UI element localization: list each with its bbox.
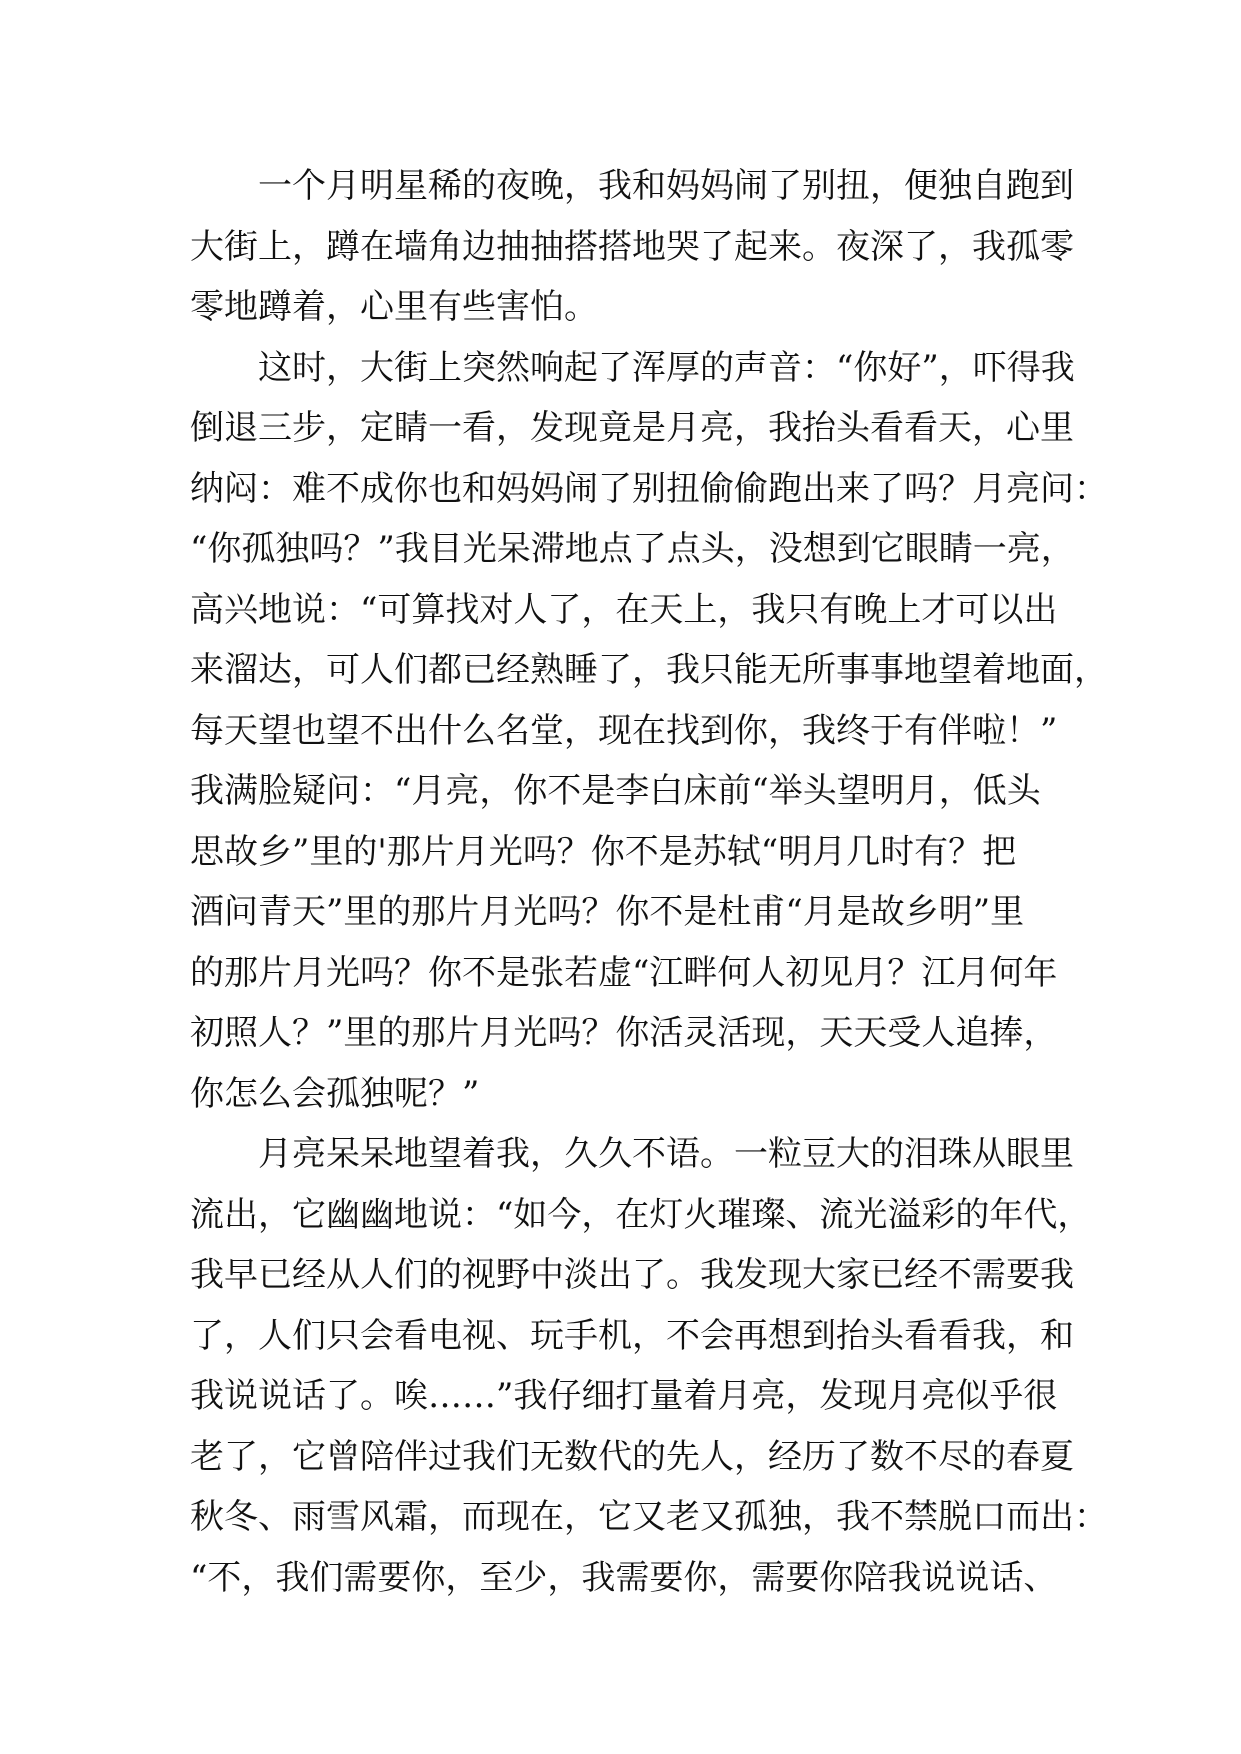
paragraph-line: 月亮呆呆地望着我，久久不语。一粒豆大的泪珠从眼里 bbox=[258, 1134, 1074, 1174]
paragraph-line: 这时，大街上突然响起了浑厚的声音：“你好”，吓得我 bbox=[258, 347, 1075, 388]
paragraph-line: 高兴地说：“可算找对人了，在天上，我只有晚上才可以出 bbox=[190, 589, 1058, 630]
paragraph-line: 酒问青天”里的那片月光吗？你不是杜甫“月是故乡明”里 bbox=[190, 892, 1025, 932]
paragraph-line: 零地蹲着，心里有些害怕。 bbox=[190, 287, 598, 327]
paragraph-line: 纳闷：难不成你也和妈妈闹了别扭偷偷跑出来了吗？月亮问： bbox=[190, 468, 1108, 509]
paragraph-line: 了，人们只会看电视、玩手机，不会再想到抬头看看我，和 bbox=[190, 1315, 1074, 1356]
essay-body bbox=[190, 156, 1108, 1608]
paragraph-line: 初照人？”里的那片月光吗？你活灵活现，天天受人追捧， bbox=[190, 1013, 1058, 1053]
paragraph-line: “你孤独吗？”我目光呆滞地点了点头，没想到它眼睛一亮， bbox=[190, 529, 1075, 569]
paragraph-line: 一个月明星稀的夜晚，我和妈妈闹了别扭，便独自跑到 bbox=[258, 166, 1074, 206]
paragraph-line: 我说说话了。唉……”我仔细打量着月亮，发现月亮似乎很 bbox=[190, 1376, 1058, 1416]
paragraph-line: 每天望也望不出什么名堂，现在找到你，我终于有伴啦！” bbox=[190, 710, 1058, 751]
paragraph-line: 你怎么会孤独呢？” bbox=[190, 1073, 480, 1114]
paragraph-line: 我满脸疑问：“月亮，你不是李白床前“举头望明月，低头 bbox=[190, 771, 1041, 811]
paragraph-line: 流出，它幽幽地说：“如今，在灯火璀璨、流光溢彩的年代， bbox=[190, 1194, 1092, 1235]
paragraph-line: “不，我们需要你，至少，我需要你，需要你陪我说说话、 bbox=[190, 1557, 1058, 1598]
paragraph-line: 老了，它曾陪伴过我们无数代的先人，经历了数不尽的春夏 bbox=[190, 1436, 1074, 1477]
paragraph-line: 的那片月光吗？你不是张若虚“江畔何人初见月？江月何年 bbox=[190, 952, 1058, 993]
paragraph-line: 来溜达，可人们都已经熟睡了，我只能无所事事地望着地面， bbox=[190, 650, 1108, 690]
paragraph-line: 倒退三步，定睛一看，发现竟是月亮，我抬头看看天，心里 bbox=[190, 408, 1074, 448]
paragraph-line: 秋冬、雨雪风霜，而现在，它又老又孤独，我不禁脱口而出： bbox=[190, 1497, 1108, 1537]
paragraph-line: 思故乡”里的'那片月光吗？你不是苏轼“明月几时有？把 bbox=[190, 831, 1017, 872]
paragraph-line: 大街上，蹲在墙角边抽抽搭搭地哭了起来。夜深了，我孤零 bbox=[190, 226, 1074, 267]
paragraph-line: 我早已经从人们的视野中淡出了。我发现大家已经不需要我 bbox=[190, 1255, 1074, 1295]
